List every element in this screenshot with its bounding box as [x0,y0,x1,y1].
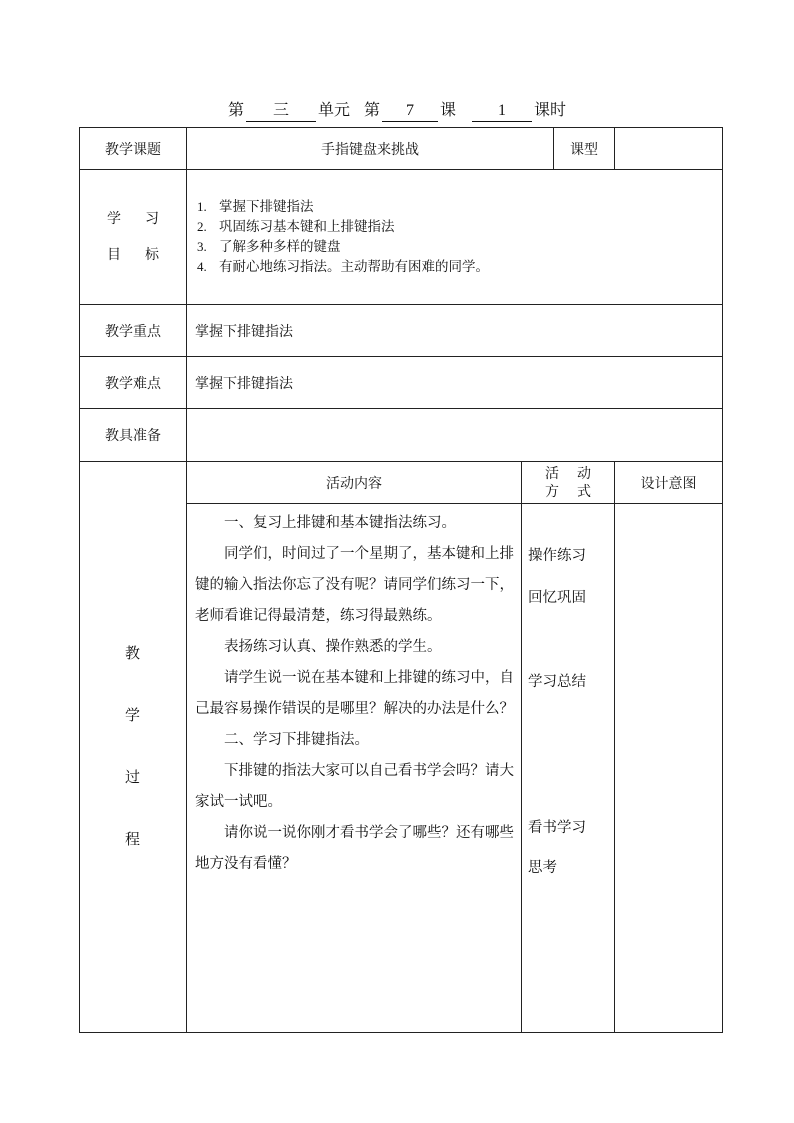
period-number: 1 [472,101,532,122]
activity-paragraph: 下排键的指法大家可以自己看书学会吗？请大家试一试吧。 [195,763,514,810]
header-di2: 第 [363,100,380,119]
method-item: 看书学习 [528,820,586,836]
method-item: 思考 [528,860,557,876]
process-header-row [80,462,723,504]
activity-paragraph: 请学生说一说在基本键和上排键的练习中，自己最容易操作错误的是哪里？解决的办法是什么？ [195,670,514,717]
goal-item: 4. 有耐心地练习指法。主动帮助有困难的同学。 [197,259,489,275]
goals-label-char: 标 [145,247,159,263]
activity-methods [522,504,615,1033]
process-label-char: 学 [124,706,140,724]
key-point-label: 教学重点 [80,305,187,357]
key-point-value: 掌握下排键指法 [187,305,723,357]
lesson-header [0,98,794,122]
goals-list [187,197,722,277]
goal-item: 3. 了解多种多样的键盘 [197,239,341,255]
unit-number: 三 [246,101,316,122]
design-intent [615,504,723,1033]
goals-label-char: 目 [107,247,121,263]
activity-paragraph: 请你说一说你刚才看书学会了哪些？还有哪些地方没有看懂？ [195,825,514,872]
goal-item: 2. 巩固练习基本键和上排键指法 [197,219,395,235]
tools-value [187,409,723,462]
process-label-char: 程 [124,830,140,848]
tools-row [80,409,723,462]
goals-label [80,170,187,305]
topic-value: 手指键盘来挑战 [187,128,554,170]
content-column-header: 活动内容 [187,462,522,504]
difficulty-value: 掌握下排键指法 [187,357,723,409]
process-label [80,462,187,1033]
type-label: 课型 [554,128,615,170]
method-item: 操作练习 [528,548,586,564]
process-label-char: 过 [124,768,140,786]
goals-list-cell [187,170,723,305]
activity-paragraph: 一、复习上排键和基本键指法练习。 [224,515,456,531]
goals-row [80,170,723,305]
goals-label-char: 学 [107,211,121,227]
activity-paragraph: 表扬练习认真、操作熟悉的学生。 [224,639,442,655]
activity-paragraph: 二、学习下排键指法。 [224,732,369,748]
period-suffix: 课时 [534,100,567,119]
goals-label-char: 习 [145,211,159,227]
topic-row [80,128,723,170]
design-column-header: 设计意图 [615,462,723,504]
method-column-header: 活 动 方 式 [522,462,615,504]
lesson-number: 7 [382,101,438,122]
unit-suffix: 单元 [317,100,350,119]
header-di: 第 [227,100,244,119]
method-item: 学习总结 [528,674,586,690]
activity-paragraph: 同学们，时间过了一个星期了，基本键和上排键的输入指法你忘了没有呢？请同学们练习一下，老师看谁记得最清楚，练习得最熟练。 [195,546,514,624]
method-item: 回忆巩固 [528,590,586,606]
difficulty-label: 教学难点 [80,357,187,409]
difficulty-row [80,357,723,409]
key-point-row [80,305,723,357]
type-value [615,128,723,170]
activity-content [187,504,522,1033]
tools-label: 教具准备 [80,409,187,462]
goal-item: 1. 掌握下排键指法 [197,199,314,215]
process-label-char: 教 [124,644,140,662]
lesson-suffix: 课 [440,100,457,119]
lesson-plan-table [79,127,723,1033]
topic-label: 教学课题 [80,128,187,170]
